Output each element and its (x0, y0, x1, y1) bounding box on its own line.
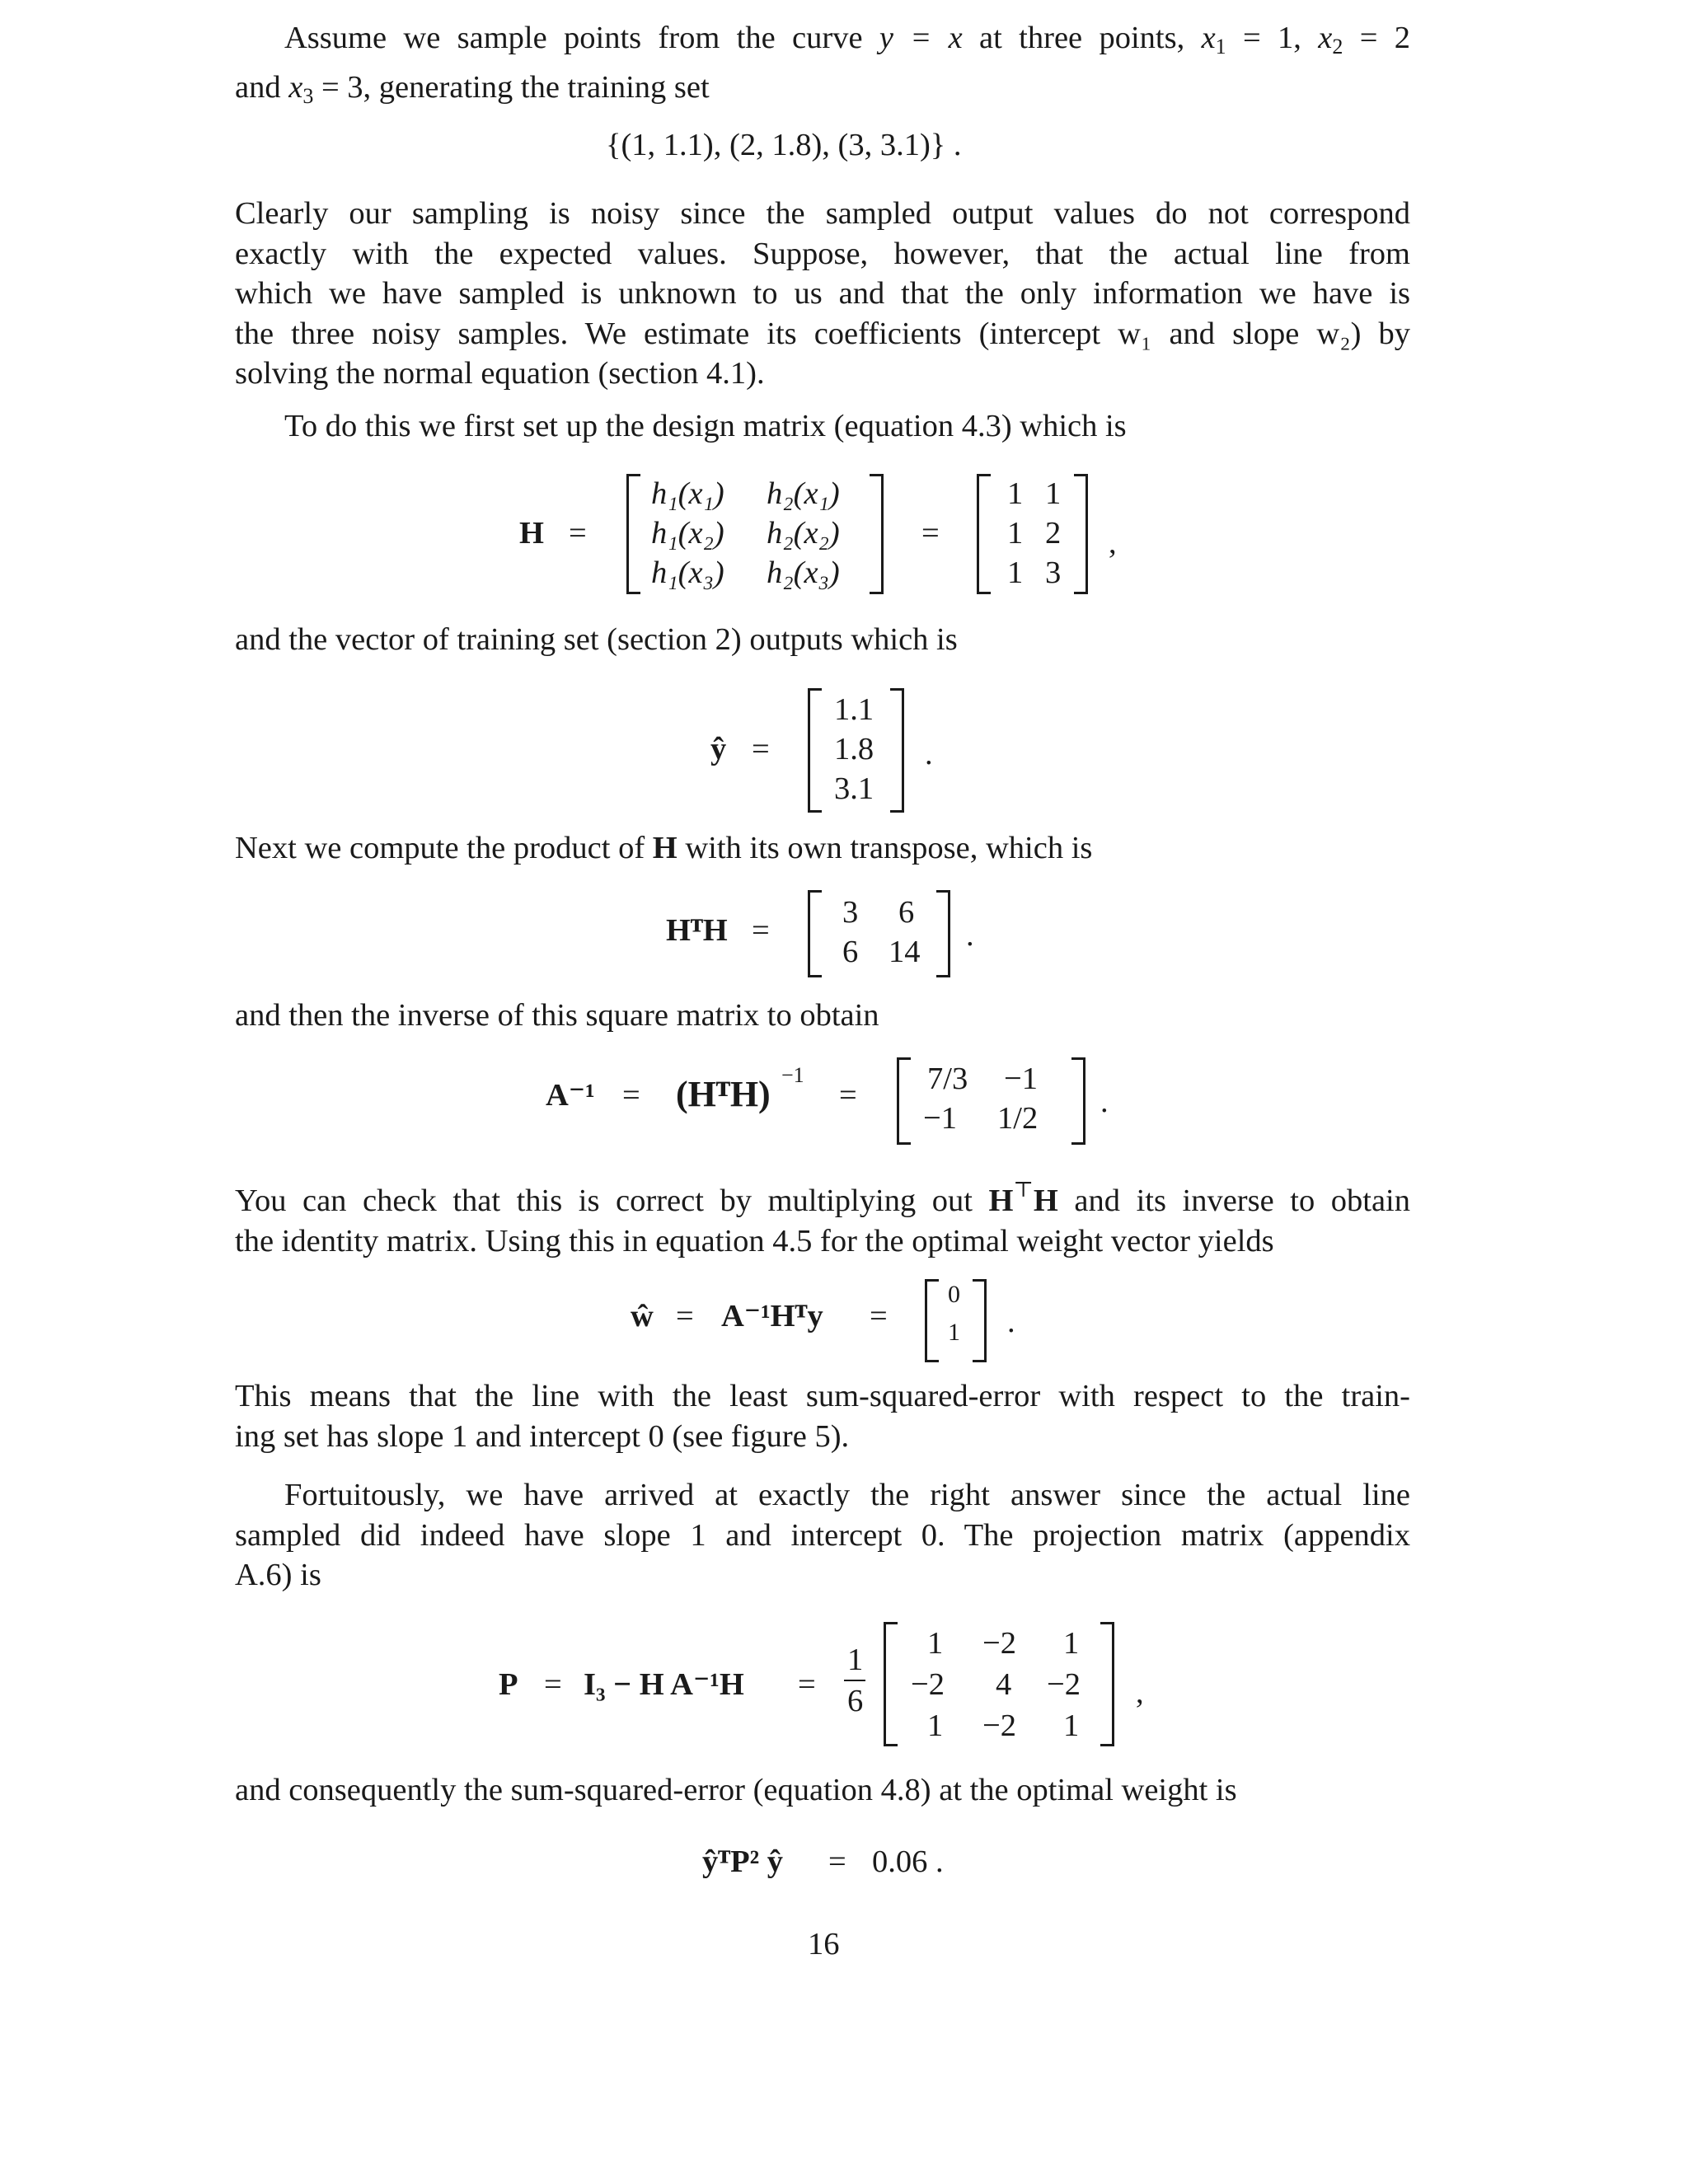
paragraph-inverse (235, 996, 1410, 1036)
equals-sign: = (839, 1078, 857, 1113)
basis-cell: h₂(x₂) (767, 516, 840, 551)
matrix-cell: 1 (1007, 476, 1024, 511)
equals-sign: = (622, 1078, 640, 1113)
matrix-cell: 1 (927, 1626, 944, 1661)
P-symbol: P (499, 1667, 518, 1702)
projection-line-2: sampled did indeed have slope 1 and intercept 0. The projection matrix (appendix (235, 1517, 1410, 1553)
right-bracket (870, 474, 884, 594)
equals-sign: = (798, 1667, 816, 1702)
matrix-cell: 7/3 (927, 1062, 968, 1096)
basis-cell: h₂(x₃) (767, 555, 840, 590)
equals-sign: = (921, 516, 940, 551)
fraction-numerator: 1 (847, 1643, 864, 1677)
matrix-cell: 2 (1045, 516, 1062, 551)
inverse-line: and then the inverse of this square matrix to obtain (235, 998, 879, 1033)
matrix-cell: −2 (982, 1708, 1016, 1743)
right-bracket (936, 890, 950, 977)
page-number: 16 (808, 1927, 840, 1961)
equals-sign: = (870, 1299, 888, 1333)
vector-cell: 1 (948, 1319, 960, 1346)
what-symbol: ŵ (631, 1299, 654, 1333)
vector-cell: 3.1 (834, 771, 874, 806)
conclusion-line-2: ing set has slope 1 and intercept 0 (see figure 5). (235, 1418, 850, 1454)
basis-cell: h₂(x₁) (767, 476, 840, 511)
matrix-cell: 14 (889, 935, 921, 969)
vector-cell: 1.8 (834, 732, 874, 766)
projection-line-3: A.6) is (235, 1558, 321, 1592)
matrix-cell: −1 (923, 1101, 957, 1136)
left-bracket (808, 890, 822, 977)
Ainv-symbol: A⁻¹ (546, 1078, 595, 1113)
matrix-cell: 3 (842, 895, 859, 930)
basis-cell: h₁(x₁) (651, 476, 724, 511)
matrix-cell: 1 (1063, 1626, 1080, 1661)
equals-sign: = (752, 732, 770, 766)
matrix-cell: −2 (911, 1667, 945, 1702)
intro-line-1: Assume we sample points from the curve y = x at three points, $x_1 = 1$, $x_2 = 2$ (284, 21, 1411, 59)
matrix-cell: 1 (1063, 1708, 1080, 1743)
vector-cell: 1.1 (834, 692, 874, 727)
equals-sign: = (752, 913, 770, 948)
noisy-line-2: exactly with the expected values. Suppose, however, that the actual line from (235, 236, 1410, 271)
left-bracket (626, 474, 640, 594)
conclusion-line-1: This means that the line with the least sum-squared-error with respect to the train- (235, 1379, 1410, 1413)
right-bracket (1100, 1622, 1114, 1746)
sse-rhs: 0.06 . (872, 1844, 944, 1879)
right-bracket (1071, 1057, 1085, 1145)
matrix-cell: 6 (842, 935, 859, 969)
product-line: Next we compute the product of H with its own transpose, which is (235, 831, 1093, 865)
right-bracket (973, 1279, 987, 1362)
matrix-cell: −2 (1047, 1667, 1081, 1702)
matrix-cell: 1 (1007, 516, 1024, 551)
right-bracket (1074, 474, 1088, 594)
output-vector-line: and the vector of training set (section 2) outputs which is (235, 622, 958, 657)
paragraph-intro (235, 18, 1410, 116)
comma: , (1136, 1675, 1144, 1710)
matrix-cell: 4 (996, 1667, 1012, 1702)
basis-cell: h₁(x₂) (651, 516, 724, 551)
paragraph-product (235, 828, 1410, 869)
paragraph-projection (235, 1475, 1410, 1596)
paragraph-conclusion (235, 1376, 1410, 1456)
matrix-cell: 1 (1045, 476, 1062, 511)
matrix-cell: 3 (1045, 555, 1062, 590)
HTH-inverse-symbol: (HᵀH) (676, 1074, 771, 1114)
period: . (966, 918, 974, 953)
training-set-equation: {(1, 1.1), (2, 1.8), (3, 3.1)} . (606, 128, 962, 162)
fraction-bar (844, 1680, 865, 1681)
equals-sign: = (828, 1844, 846, 1879)
vector-cell: 0 (948, 1281, 960, 1308)
yhat-symbol: ŷ (710, 732, 727, 766)
noisy-line-4: the three noisy samples. We estimate its coefficients (intercept w₁ and slope w₂) by (235, 316, 1410, 351)
matrix-cell: 1 (927, 1708, 944, 1743)
equals-sign: = (544, 1667, 562, 1702)
fraction-denominator: 6 (847, 1684, 864, 1718)
noisy-line-5: solving the normal equation (section 4.1). (235, 356, 765, 391)
right-bracket (890, 688, 904, 813)
left-bracket (925, 1279, 939, 1362)
HTH-symbol: HᵀH (666, 913, 728, 948)
left-bracket (977, 474, 991, 594)
P-expression: I₃ − H A⁻¹H (584, 1667, 744, 1702)
matrix-cell: −1 (1004, 1062, 1038, 1096)
paragraph-output-vector (235, 620, 1410, 660)
matrix-cell: 1 (1007, 555, 1024, 590)
design-matrix-line: To do this we first set up the design matrix (equation 4.3) which is (284, 409, 1127, 443)
check-line-2: the identity matrix. Using this in equation 4.5 for the optimal weight vector yields (235, 1223, 1274, 1258)
sse-lhs: ŷᵀP² ŷ (702, 1844, 784, 1879)
matrix-cell: −2 (982, 1626, 1016, 1661)
noisy-line-1: Clearly our sampling is noisy since the sampled output values do not correspond (235, 196, 1410, 231)
paragraph-sse (235, 1770, 1410, 1811)
basis-cell: h₁(x₃) (651, 555, 724, 590)
period: . (1007, 1305, 1015, 1339)
sse-line: and consequently the sum-squared-error (equation 4.8) at the optimal weight is (235, 1773, 1237, 1807)
period: . (1100, 1085, 1109, 1119)
comma: , (1109, 526, 1117, 560)
left-bracket (808, 688, 822, 813)
inverse-exponent: −1 (781, 1063, 804, 1087)
projection-line-1: Fortuitously, we have arrived at exactly the right answer since the actual line (284, 1478, 1410, 1512)
equals-sign: = (569, 516, 587, 551)
intro-line-2: and $x_3 = 3$, generating the training set (235, 69, 710, 108)
what-expression: A⁻¹Hᵀy (721, 1299, 823, 1333)
paragraph-check (235, 1170, 1410, 1261)
matrix-cell: 1/2 (997, 1101, 1039, 1136)
left-bracket (897, 1057, 911, 1145)
matrix-cell: 6 (898, 895, 915, 930)
paragraph-noisy-sampling (235, 194, 1410, 394)
noisy-line-3: which we have sampled is unknown to us and that the only information we have is (235, 276, 1410, 311)
period: . (925, 737, 933, 771)
check-line-1: You can check that this is correct by multiplying out H⊤H and its inverse to obtain (235, 1178, 1410, 1218)
equals-sign: = (676, 1299, 694, 1333)
paragraph-design-matrix (235, 406, 1410, 447)
left-bracket (884, 1622, 898, 1746)
H-symbol: H (519, 516, 544, 551)
